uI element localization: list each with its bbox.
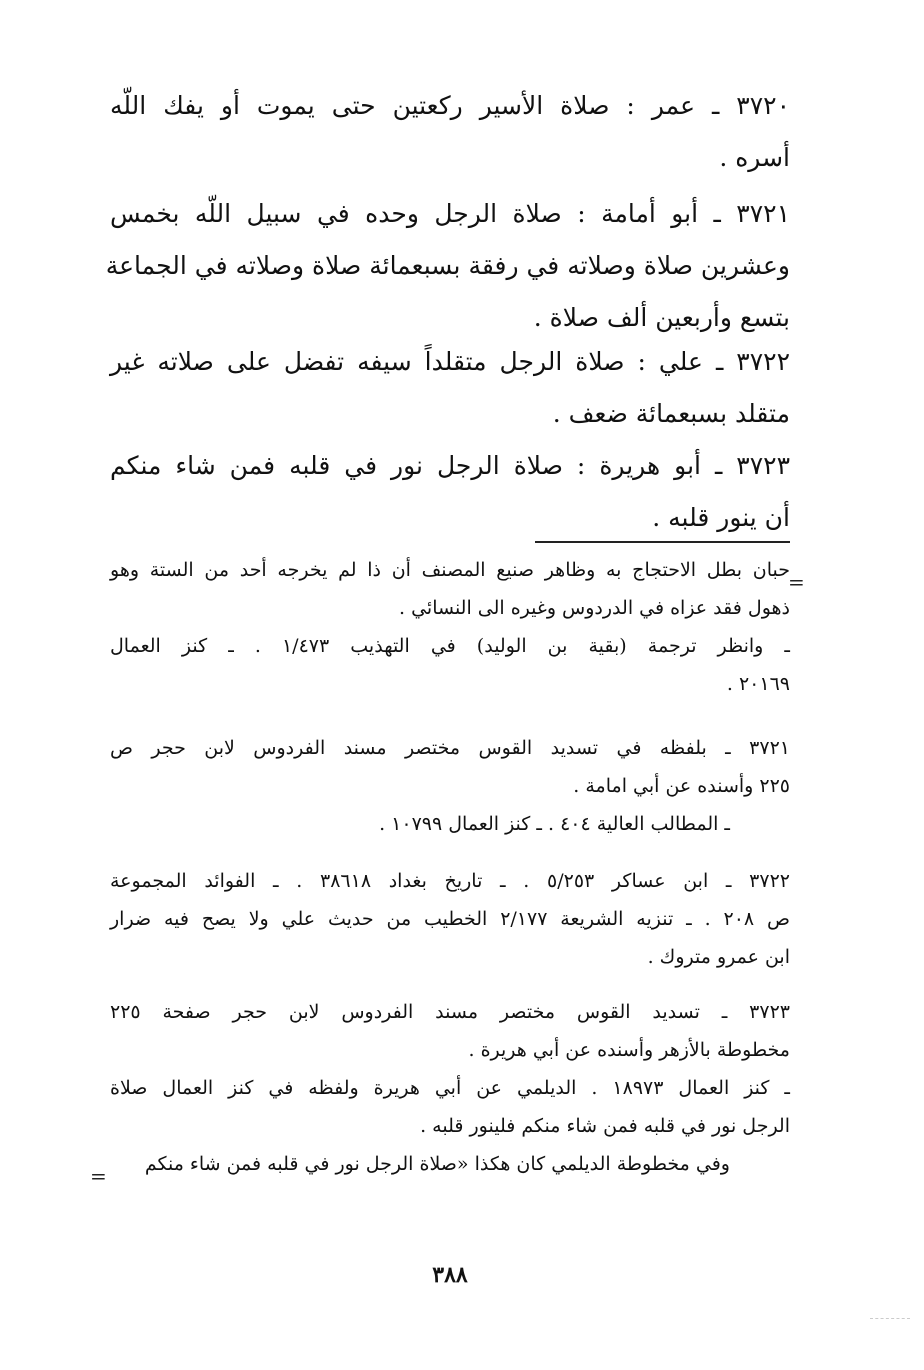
- hadith-3721: [105, 188, 790, 344]
- footnote-line: وفي مخطوطة الديلمي كان هكذا «صلاة الرجل نور في قلبه فمن شاء منكم: [144, 1153, 730, 1175]
- hadith-line: أن ينور قلبه .: [652, 503, 790, 532]
- footnote-line: ٢٢٥ وأسنده عن أبي امامة .: [573, 775, 790, 797]
- footnote-line: ابن عمرو متروك .: [647, 946, 790, 968]
- footnote-line: ٣٧٢٢ ـ ابن عساكر ٥/٢٥٣ . ـ تاريخ بغداد ٣٨٦١٨ . ـ الفوائد المجموعة: [110, 870, 790, 892]
- footnote-line: ـ وانظر ترجمة (بقية بن الوليد) في التهذيب ١/٤٧٣ . ـ كنز العمال: [110, 635, 790, 657]
- hadith-line: بتسع وأربعين ألف صلاة .: [533, 303, 790, 332]
- footnote-line: ـ كنز العمال ١٨٩٧٣ . الديلمي عن أبي هريرة ولفظه في كنز العمال صلاة: [110, 1077, 790, 1099]
- hadith-3720: [110, 80, 790, 184]
- footnote-line: الرجل نور في قلبه فمن شاء منكم فلينور قلبه .: [420, 1115, 790, 1137]
- footnote-3722: [110, 862, 790, 976]
- hadith-line: وعشرين صلاة وصلاته في رفقة بسبعمائة صلاة وصلاته في الجماعة: [105, 251, 790, 280]
- hadith-3723: [110, 440, 790, 544]
- hadith-line: ٣٧٢١ ـ أبو أمامة : صلاة الرجل وحده في سبيل اللّه بخمس: [110, 199, 790, 228]
- footnote-line: ٢٠١٦٩ .: [726, 673, 790, 695]
- hadith-line: أسره .: [719, 143, 790, 172]
- footnote-line: ص ٢٠٨ . ـ تنزيه الشريعة ٢/١٧٧ الخطيب من حديث علي ولا يصح فيه ضرار: [110, 908, 790, 930]
- footnote-line: ٣٧٢٣ ـ تسديد القوس مختصر مسند الفردوس لابن حجر صفحة ٢٢٥: [110, 1001, 790, 1023]
- footnote-line: حبان بطل الاحتجاج به وظاهر صنيع المصنف أن ذا لم يخرجه أحد من الستة وهو: [110, 559, 790, 581]
- footnote-continued: [110, 551, 790, 703]
- footnote-line: مخطوطة بالأزهر وأسنده عن أبي هريرة .: [468, 1039, 790, 1061]
- hadith-line: ٣٧٢٢ ـ علي : صلاة الرجل متقلداً سيفه تفضل على صلاته غير: [110, 347, 790, 376]
- footnote-line: ذهول فقد عزاه في الدردوس وغيره الى النسائي .: [399, 597, 790, 619]
- footnote-3723: [110, 993, 790, 1183]
- footnote-line: ـ المطالب العالية ٤٠٤ . ـ كنز العمال ١٠٧٩٩ .: [379, 813, 730, 835]
- hadith-line: متقلد بسبعمائة ضعف .: [552, 399, 790, 428]
- scan-artifact: [870, 1318, 910, 1349]
- hadith-line: ٣٧٢٠ ـ عمر : صلاة الأسير ركعتين حتى يموت أو يفك اللّه: [110, 91, 790, 120]
- continued-from-mark: =: [788, 570, 805, 594]
- page-number: ٣٨٨: [432, 1262, 468, 1288]
- continues-to-mark: =: [90, 1164, 107, 1188]
- footnote-line: ٣٧٢١ ـ بلفظه في تسديد القوس مختصر مسند الفردوس لابن حجر ص: [110, 737, 790, 759]
- hadith-line: ٣٧٢٣ ـ أبو هريرة : صلاة الرجل نور في قلبه فمن شاء منكم: [110, 451, 790, 480]
- footnote-divider: [535, 541, 790, 543]
- hadith-3722: [110, 336, 790, 440]
- footnote-3721: [110, 729, 790, 843]
